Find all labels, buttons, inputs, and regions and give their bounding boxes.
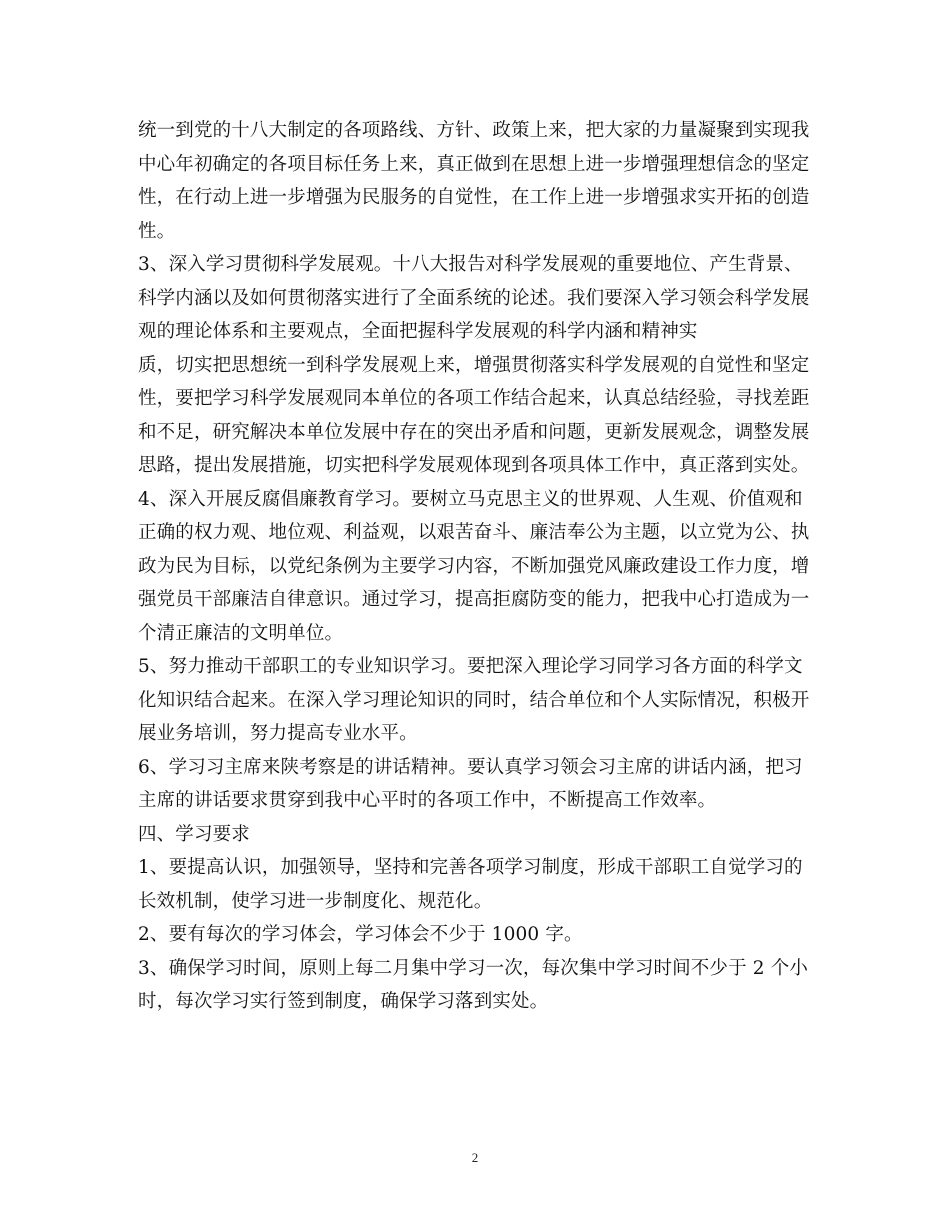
text-line: 政为民为目标，以党纪条例为主要学习内容，不断加强党风廉政建设工作力度，增	[138, 555, 810, 577]
text-line: 中心年初确定的各项目标任务上来，真正做到在思想上进一步增强理想信念的坚定	[138, 153, 810, 175]
text-line: 化知识结合起来。在深入学习理论知识的同时，结合单位和个人实际情况，积极开	[138, 689, 810, 711]
text-line: 3、深入学习贯彻科学发展观。十八大报告对科学发展观的重要地位、产生背景、	[138, 254, 803, 275]
text-line: 3、确保学习时间，原则上每二月集中学习一次，每次集中学习时间不少于 2 个小	[138, 957, 809, 979]
text-line: 统一到党的十八大制定的各项路线、方针、政策上来，把大家的力量凝聚到实现我	[138, 120, 810, 141]
text-line: 质，切实把思想统一到科学发展观上来，增强贯彻落实科学发展观的自觉性和坚定	[138, 354, 810, 376]
text-line: 性，在行动上进一步增强为民服务的自觉性，在工作上进一步增强求实开拓的创造	[138, 187, 810, 208]
text-line: 强党员干部廉洁自律意识。通过学习，提高拒腐防变的能力，把我中心打造成为一	[138, 589, 810, 610]
text-line: 主席的讲话要求贯穿到我中心平时的各项工作中，不断提高工作效率。	[138, 790, 717, 811]
text-line: 和不足，研究解决本单位发展中存在的突出矛盾和问题，更新发展观念，调整发展	[138, 421, 810, 443]
text-line: 正确的权力观、地位观、利益观，以艰苦奋斗、廉洁奉公为主题，以立党为公、执	[138, 522, 810, 543]
text-line: 个清正廉洁的文明单位。	[138, 622, 344, 644]
section-heading: 四、学习要求	[138, 823, 250, 845]
text-line: 科学内涵以及如何贯彻落实进行了全面系统的论述。我们要深入学习领会科学发展	[138, 287, 810, 309]
text-line: 长效机制，使学习进一步制度化、规范化。	[138, 890, 493, 912]
text-line: 思路，提出发展措施，切实把科学发展观体现到各项具体工作中，真正落到实处。	[138, 455, 810, 476]
text-line: 展业务培训，努力提高专业水平。	[138, 723, 418, 744]
text-line: 时，每次学习实行签到制度，确保学习落到实处。	[138, 991, 549, 1012]
text-line: 6、学习习主席来陕考察是的讲话精神。要认真学习领会习主席的讲话内涵，把习	[138, 756, 803, 778]
body-text	[138, 114, 818, 1019]
text-line: 性。	[138, 220, 176, 242]
text-line: 1、要提高认识，加强领导，坚持和完善各项学习制度，形成干部职工自觉学习的	[138, 857, 803, 878]
text-line: 2、要有每次的学习体会，学习体会不少于 1000 字。	[138, 924, 583, 945]
text-line: 性，要把学习科学发展观同本单位的各项工作结合起来，认真总结经验，寻找差距	[138, 388, 810, 409]
text-line: 观的理论体系和主要观点，全面把握科学发展观的科学内涵和精神实	[138, 321, 698, 342]
page-number: 2	[471, 1150, 479, 1165]
text-line: 5、努力推动干部职工的专业知识学习。要把深入理论学习同学习各方面的科学文	[138, 656, 803, 677]
text-line: 4、深入开展反腐倡廉教育学习。要树立马克思主义的世界观、人生观、价值观和	[138, 488, 803, 510]
